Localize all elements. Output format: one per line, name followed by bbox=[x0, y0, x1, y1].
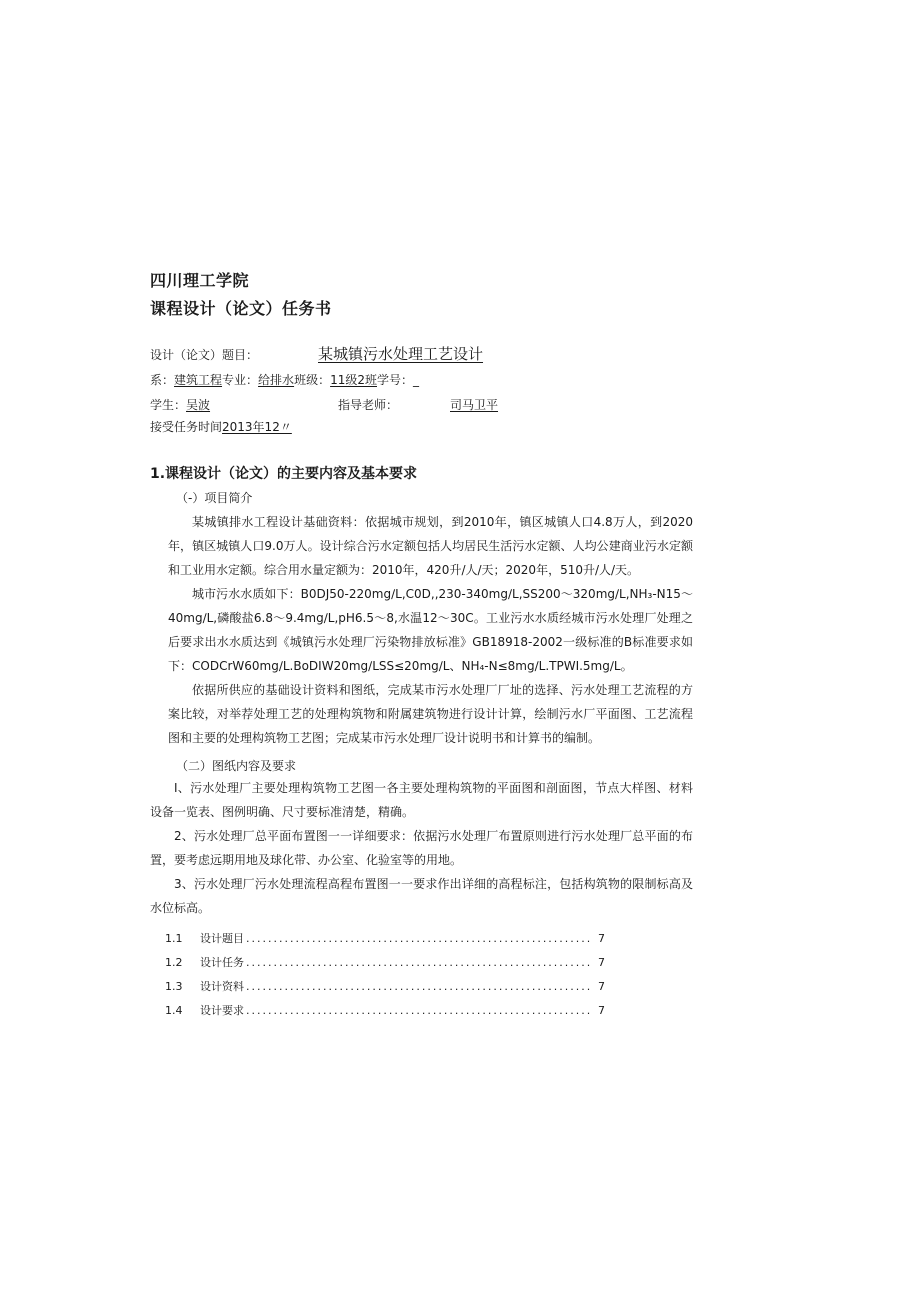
student-name: 吴波 bbox=[186, 398, 211, 412]
thesis-topic: 某城镇污水处理工艺设计 bbox=[318, 345, 484, 363]
table-of-contents bbox=[165, 930, 605, 1026]
class-value: 11级2班 bbox=[330, 373, 377, 387]
toc-row[interactable] bbox=[165, 930, 605, 954]
date-line bbox=[150, 418, 292, 435]
paragraph-design-scope: 依据所供应的基础设计资料和图纸，完成某市污水处理厂厂址的选择、污水处理工艺流程的方案比较，对举荐处理工艺的处理构筑物和附属建筑物进行设计计算，绘制污水厂平面图、工艺流程图和主要的处理构筑物工艺图；完成某市污水处理厂设计说明书和计算书的编制。 bbox=[168, 683, 693, 745]
student-label: 学生： bbox=[150, 398, 187, 412]
school-name: 四川理工学院 bbox=[150, 271, 250, 290]
document-title: 课程设计（论文）任务书 bbox=[150, 299, 332, 318]
toc-leader bbox=[246, 956, 593, 969]
toc-page: 7 bbox=[598, 1004, 605, 1017]
date-label: 接受任务时间 bbox=[150, 420, 223, 434]
toc-title: 设计资料 bbox=[200, 980, 244, 993]
advisor-name: 司马卫平 bbox=[450, 398, 499, 412]
drawing-requirements bbox=[150, 776, 693, 920]
dept-value: 建筑工程 bbox=[174, 373, 223, 387]
toc-row[interactable] bbox=[165, 1002, 605, 1026]
project-intro-body bbox=[168, 510, 693, 750]
toc-leader bbox=[246, 932, 593, 945]
student-line bbox=[150, 396, 210, 413]
toc-number: 1.1 bbox=[165, 932, 183, 945]
student-id-value: _ bbox=[413, 373, 419, 387]
toc-number: 1.4 bbox=[165, 1004, 183, 1017]
paragraph-population: 某城镇排水工程设计基础资料：依据城市规划，到2010年，镇区城镇人口4.8万人，到2020年，镇区城镇人口9.0万人。设计综合污水定额包括人均居民生活污水定额、人均公建商业污水定额和工业用水定额。综合用水量定额为：2010年，420升/人/天；2020年，510升/人/天。 bbox=[168, 515, 693, 577]
toc-page: 7 bbox=[598, 980, 605, 993]
class-label: 班级： bbox=[294, 373, 331, 387]
date-value: 2013年12〃 bbox=[222, 420, 292, 434]
student-id-label: 学号： bbox=[376, 373, 413, 387]
toc-page: 7 bbox=[598, 956, 605, 969]
dept-label: 系： bbox=[150, 373, 175, 387]
toc-page: 7 bbox=[598, 932, 605, 945]
toc-title: 设计题目 bbox=[200, 932, 244, 945]
requirement-1: I、污水处理厂主要处理构筑物工艺图一各主要处理构筑物的平面图和剖面图，节点大样图、材料设备一览表、图例明确、尺寸要标准清楚，精确。 bbox=[150, 781, 693, 819]
major-label: 专业： bbox=[222, 373, 259, 387]
toc-row[interactable] bbox=[165, 954, 605, 978]
toc-number: 1.3 bbox=[165, 980, 183, 993]
subsection-project-intro: （-）项目简介 bbox=[176, 491, 253, 505]
subsection-drawings: （二）图纸内容及要求 bbox=[176, 759, 297, 773]
toc-leader bbox=[246, 980, 593, 993]
department-line bbox=[150, 371, 419, 388]
toc-row[interactable] bbox=[165, 978, 605, 1002]
toc-leader bbox=[246, 1004, 593, 1017]
paragraph-water-quality: 城市污水水质如下：B0DJ50-220mg∕L,C0D,,230-340mg∕L,SS200～320mg∕L,NH₃-N15～40mg∕L,磷酸盐6.8～9.4mg∕L,pH6.5～8,水温12～30C。工业污水水质经城市污水处理厂处理之后要求出水水质达到《城镇污水处理厂污染物排放标准》GB18918-2002一级标准的B标准要求如下：CODCrW60mg∕L.BoDIW20mg∕LSS≤20mg∕L、NH₄-N≤8mg∕L.TPWI.5mg∕L。 bbox=[168, 587, 693, 673]
advisor-label: 指导老师： bbox=[338, 398, 399, 412]
toc-title: 设计任务 bbox=[200, 956, 244, 969]
topic-label: 设计（论文）题目： bbox=[150, 348, 259, 362]
requirement-2: 2、污水处理厂总平面布置图一一详细要求：依据污水处理厂布置原则进行污水处理厂总平面的布置，要考虑远期用地及球化带、办公室、化验室等的用地。 bbox=[150, 829, 693, 867]
toc-number: 1.2 bbox=[165, 956, 183, 969]
section-heading: 1.课程设计（论文）的主要内容及基本要求 bbox=[150, 466, 418, 482]
major-value: 给排水 bbox=[258, 373, 295, 387]
requirement-3: 3、污水处理厂污水处理流程高程布置图一一要求作出详细的高程标注，包括构筑物的限制标高及水位标高。 bbox=[150, 877, 693, 915]
toc-title: 设计要求 bbox=[200, 1004, 244, 1017]
